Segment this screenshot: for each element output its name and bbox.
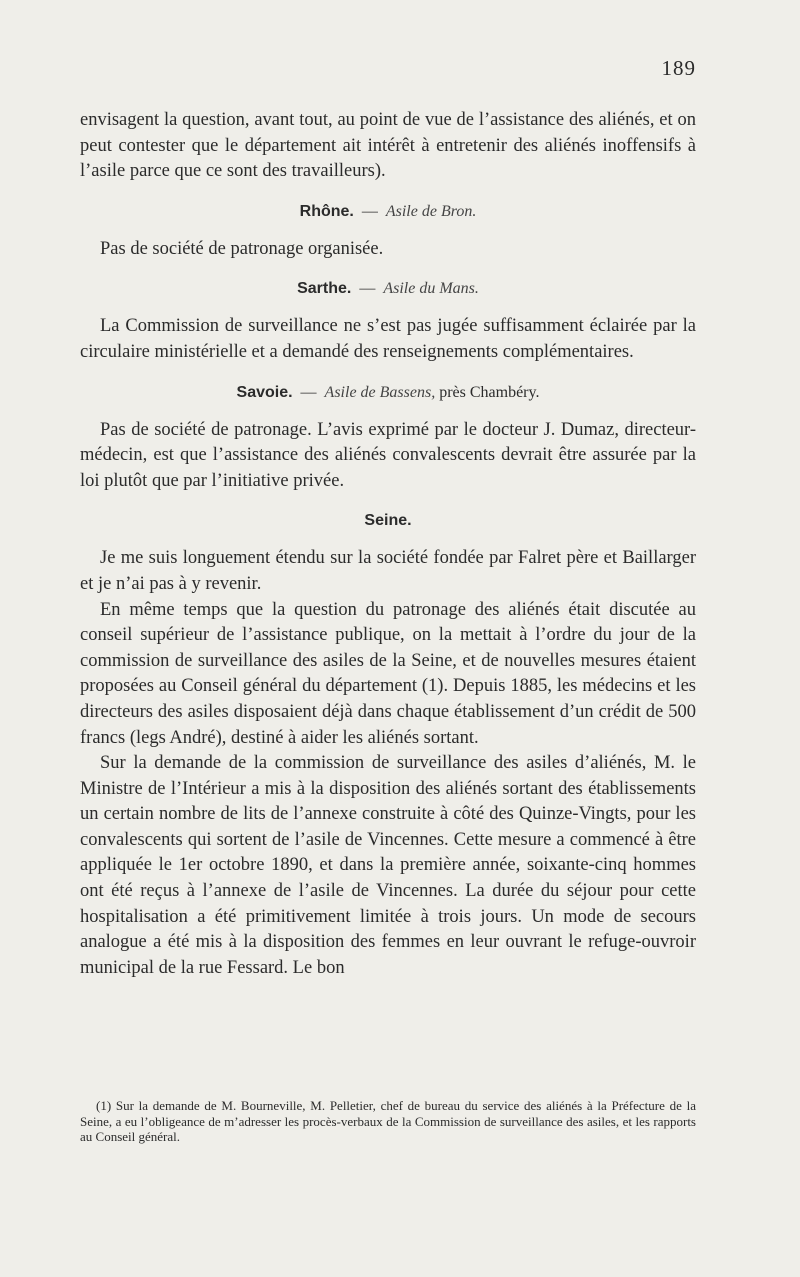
asile-name: Asile du Mans. bbox=[383, 280, 479, 298]
department-name: Rhône. bbox=[299, 202, 354, 220]
heading-separator: — bbox=[361, 202, 378, 220]
section-heading-savoie bbox=[80, 382, 696, 404]
paragraph-sarthe: La Commission de surveillance ne s’est pas jugée suffisamment éclairée par la circulaire ministérielle et a demandé des renseignements complémentaires. bbox=[80, 316, 696, 362]
section-heading-seine bbox=[80, 510, 696, 532]
page-body bbox=[80, 108, 696, 981]
section-heading-rhone bbox=[80, 201, 696, 223]
paragraph-rhone: Pas de société de patronage organisée. bbox=[100, 238, 384, 259]
paragraph-savoie: Pas de société de patronage. L’avis exprimé par le docteur J. Dumaz, directeur-médecin, est que l’assistance des aliénés convalescents devrait être assurée par la loi plutôt que par l’initiative privée. bbox=[80, 419, 696, 491]
paragraph-intro: envisagent la question, avant tout, au point de vue de l’assistance des aliénés, et on peut contester que le département ait intérêt à entretenir des aliénés inoffensifs à l’asile parce que ce sont des travailleurs). bbox=[80, 110, 696, 182]
paragraph-seine-2: En même temps que la question du patronage des aliénés était discutée au conseil supérieur de l’assistance publique, on la mettait à l’ordre du jour de la commission de surveillance des asiles de la Seine, et de nouvelles mesures étaient proposées au Conseil général du département (1). Depuis 1885, les médecins et les directeurs des asiles disposaient déjà dans chaque établissement d’un crédit de 500 francs (legs André), destiné à aider les aliénés sortant. bbox=[80, 599, 696, 748]
department-name: Savoie. bbox=[236, 383, 293, 401]
paragraph-seine-3: Sur la demande de la commission de surveillance des asiles d’aliénés, M. le Ministre de l’Intérieur a mis à la disposition des aliénés sortant des établissements un certain nombre de lits de l’annexe construite à côté des Quinze-Vingts, pour les convalescents qui sortent de l’asile de Vincennes. Cette mesure a commencé à être appliquée le 1er octobre 1890, et dans la première année, soixante-cinq hommes ont été reçus à l’annexe de l’asile de Vincennes. La durée du séjour pour cette hospitalisation a été primitivement limitée à trois jours. Un mode de secours analogue a été mis à la disposition des femmes en leur ouvrant le refuge-ouvroir municipal de la rue Fessard. Le bon bbox=[80, 753, 696, 978]
footnote: (1) Sur la demande de M. Bourneville, M. Pelletier, chef de bureau du service des aliénés à la Préfecture de la Seine, a eu l’obligeance de m’adresser les procès-verbaux de la Commission de surveillance des asiles, et les rapports au Conseil général. bbox=[80, 1098, 696, 1144]
asile-name: Asile de Bron. bbox=[385, 202, 477, 220]
heading-separator: — bbox=[359, 280, 376, 298]
heading-separator: — bbox=[300, 383, 317, 401]
section-heading-sarthe bbox=[80, 278, 696, 300]
page-number: 189 bbox=[661, 56, 696, 80]
department-name: Seine. bbox=[364, 512, 412, 530]
paragraph-seine-1: Je me suis longuement étendu sur la société fondée par Falret père et Baillarger et je n’ai pas à y revenir. bbox=[80, 548, 696, 594]
department-name: Sarthe. bbox=[297, 280, 352, 298]
asile-location: près Chambéry. bbox=[439, 383, 540, 401]
asile-name: Asile de Bassens, bbox=[324, 383, 436, 401]
